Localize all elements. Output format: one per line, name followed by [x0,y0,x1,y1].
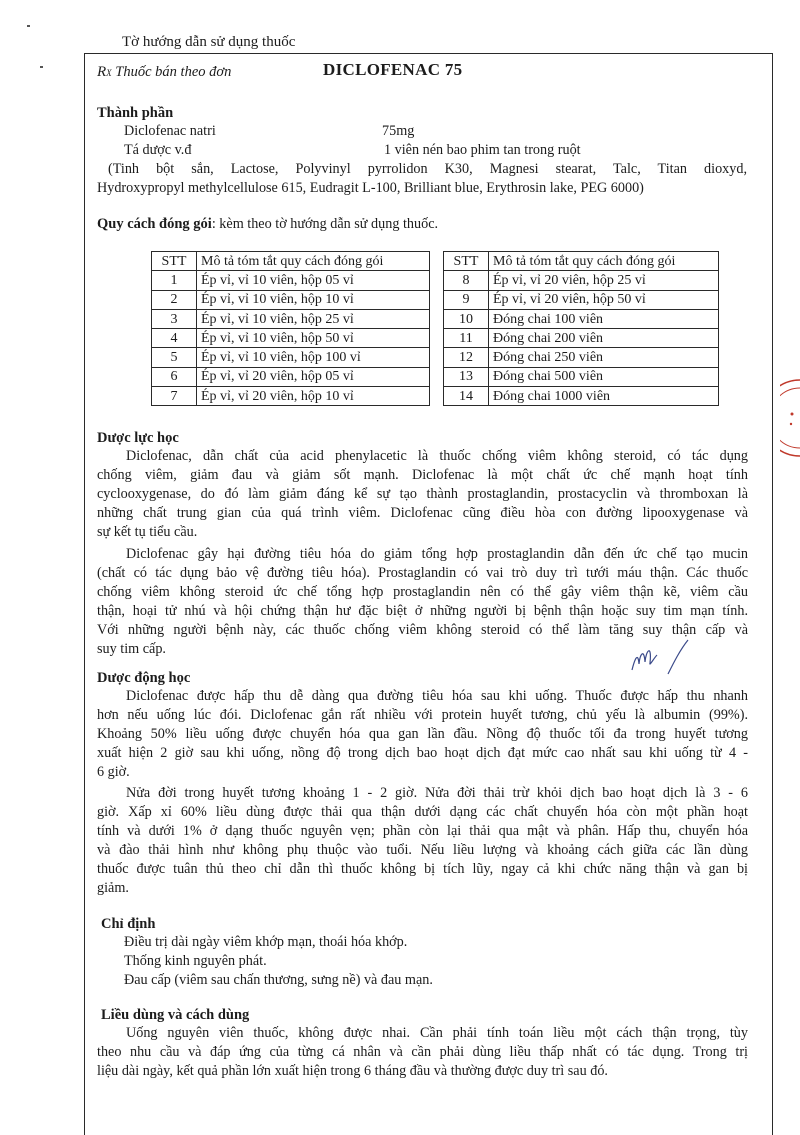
row-description: Ép vỉ, vỉ 10 viên, hộp 25 vỉ [197,309,430,328]
paragraph-line: liệu dài ngày, kết quả phần lớn xuất hiện trong 6 tháng đầu và thường được duy trì sau đó. [97,1063,608,1079]
paragraph-line: những chất trung gian của quá trình viêm. Diclofenac cũng điều hòa con đường lipooxygenase và [97,505,748,521]
row-stt: 13 [444,367,489,386]
row-stt: 14 [444,387,489,406]
paragraph-line: suy tim cấp. [97,641,166,657]
row-description: Ép vỉ, vỉ 20 viên, hộp 50 vỉ [489,290,719,309]
pharmacokinetics-heading: Dược động học [97,670,191,686]
packaging-note: : kèm theo tờ hướng dẫn sử dụng thuốc. [211,216,439,232]
paragraph-line: Khoảng 50% liều uống được chuyển hóa qua gan lần đầu. Nồng độ thuốc tối đa trong huyết tương [97,726,748,742]
row-description: Đóng chai 200 viên [489,329,719,348]
paragraph-line: chống viêm, giảm đau và giảm sốt mạnh. Diclofenac là một chất ức chế mạnh hoạt tính [97,467,748,483]
row-stt: 3 [152,309,197,328]
row-stt: 7 [152,387,197,406]
row-stt: 4 [152,329,197,348]
column-header-description: Mô tả tóm tắt quy cách đóng gói [197,252,430,271]
table-row [444,329,719,348]
document-header: Tờ hướng dẫn sử dụng thuốc [122,34,296,50]
row-description: Ép vỉ, vỉ 20 viên, hộp 25 vỉ [489,271,719,290]
paragraph-line: Với những người bệnh này, các thuốc chống viêm không steroid có thể làm tăng suy thận cấp và [97,622,748,638]
row-stt: 9 [444,290,489,309]
table-row [152,348,430,367]
row-description: Đóng chai 250 viên [489,348,719,367]
excipient-label: Tá dược v.đ [124,142,192,158]
paragraph-line: chống viêm không steroid ức chế tổng hợp prostaglandin nên có thể gây viêm thận kẽ, viêm cầu [97,584,748,600]
table-row [444,367,719,386]
table-row [444,387,719,406]
paragraph-line: Uống nguyên viên thuốc, không được nhai. Cần phải tính toán liều một cách thận trọng, tùy [126,1025,748,1041]
paragraph-line: Diclofenac gây hại đường tiêu hóa do giảm tổng hợp prostaglandin dẫn đến ức chế tạo mucin [126,546,748,562]
paragraph-line: (chất có tác dụng bảo vệ đường tiêu hóa). Prostaglandin có vai trò duy trì tưới máu thận. Các thuốc [97,565,748,581]
scan-mark [40,66,43,68]
handwritten-signature [628,636,692,678]
scan-mark [27,25,30,27]
rx-symbol-r: R [97,64,107,80]
row-stt: 2 [152,290,197,309]
paragraph-line: giờ. Xấp xỉ 60% liều dùng được thải qua thận dưới dạng các chất chuyển hóa còn một phần hoạt [97,804,748,820]
column-header-stt: STT [152,252,197,271]
rx-text: Thuốc bán theo đơn [115,64,232,80]
packaging-heading: Quy cách đóng gói [97,216,212,232]
row-stt: 11 [444,329,489,348]
paragraph-line: Diclofenac được hấp thu dễ dàng qua đường tiêu hóa sau khi uống. Thuốc được hấp thu nhanh [126,688,748,704]
rx-symbol-x: X [106,68,112,78]
row-description: Ép vỉ, vỉ 20 viên, hộp 05 vỉ [197,367,430,386]
composition-heading: Thành phần [97,105,174,121]
excipient-list-line: Hydroxypropyl methylcellulose 615, Eudragit L-100, Brilliant blue, Erythrosin lake, PEG 6000) [97,180,644,196]
row-description: Ép vỉ, vỉ 10 viên, hộp 50 vỉ [197,329,430,348]
row-stt: 1 [152,271,197,290]
prescription-label [97,63,231,84]
excipient-list-line: (Tinh bột sắn, Lactose, Polyvinyl pyrrolidon K30, Magnesi stearat, Talc, Titan dioxyd, [108,161,747,177]
row-description: Đóng chai 100 viên [489,309,719,328]
indications-heading: Chỉ định [101,916,156,932]
row-stt: 12 [444,348,489,367]
row-description: Ép vỉ, vỉ 20 viên, hộp 10 vỉ [197,387,430,406]
packaging-table-right [443,251,719,406]
row-stt: 6 [152,367,197,386]
table-row [444,271,719,290]
packaging-table-left [151,251,430,406]
indication-item: Thống kinh nguyên phát. [124,953,267,969]
stamp-seal [780,378,800,458]
product-name: DICLOFENAC 75 [323,60,463,79]
column-header-description: Mô tả tóm tắt quy cách đóng gói [489,252,719,271]
table-header-row [444,252,719,271]
table-row [152,367,430,386]
paragraph-line: thận, hoại tử nhú và hội chứng thận hư đặc biệt ở những người bị bệnh thận hoặc suy tim mạn tính. [97,603,748,619]
row-description: Ép vỉ, vỉ 10 viên, hộp 05 vỉ [197,271,430,290]
table-row [152,329,430,348]
table-row [444,348,719,367]
paragraph-line: giảm. [97,880,129,896]
indication-item: Đau cấp (viêm sau chấn thương, sưng nề) và đau mạn. [124,972,433,988]
row-description: Đóng chai 500 viên [489,367,719,386]
paragraph-line: xuất hiện 2 giờ sau khi uống, nồng độ trong dịch bao hoạt dịch đạt mức cao nhất sau khi uống từ 4 - [97,745,748,761]
paragraph-line: hơn nếu uống lúc đói. Diclofenac gắn rất nhiều với protein huyết tương, chủ yếu là albumin (99%). [97,707,748,723]
row-stt: 10 [444,309,489,328]
excipient-value: 1 viên nén bao phim tan trong ruột [384,142,581,158]
table-row [152,271,430,290]
paragraph-line: tính và dưới 1% ở dạng thuốc nguyên vẹn; phần còn lại thải qua mật và phân. Hấp thu, chuyển hóa [97,823,748,839]
active-ingredient-name: Diclofenac natri [124,123,216,139]
paragraph-line: thuốc được tuân thủ theo chỉ dẫn thì thuốc không bị tích lũy, ngay cả khi chức năng thận và gan bị [97,861,748,877]
column-header-stt: STT [444,252,489,271]
packaging-line [97,215,438,235]
dosage-heading: Liều dùng và cách dùng [101,1007,250,1023]
paragraph-line: 6 giờ. [97,764,130,780]
paragraph-line: cyclooxygenase, do đó làm giảm đáng kể sự tạo thành prostaglandin, prostacyclin và thromboxan là [97,486,748,502]
paragraph-line: theo nhu cầu và đáp ứng của từng cá nhân và cần phải dùng liều thấp nhất có tác dụng. Trong trị [97,1044,748,1060]
row-stt: 5 [152,348,197,367]
table-header-row [152,252,430,271]
active-ingredient-amount: 75mg [382,123,415,139]
paragraph-line: Diclofenac, dẫn chất của acid phenylacetic là thuốc chống viêm không steroid, có tác dụng [126,448,748,464]
paragraph-line: sự kết tụ tiểu cầu. [97,524,198,540]
table-row [444,309,719,328]
row-description: Ép vỉ, vỉ 10 viên, hộp 100 vỉ [197,348,430,367]
table-row [152,290,430,309]
table-row [444,290,719,309]
table-row [152,387,430,406]
paragraph-line: Nửa đời trong huyết tương khoảng 1 - 2 giờ. Nửa đời thải trừ khỏi dịch bao hoạt dịch là 3 - 6 [126,785,748,801]
row-description: Ép vỉ, vỉ 10 viên, hộp 10 vỉ [197,290,430,309]
table-row [152,309,430,328]
pharmacodynamics-heading: Dược lực học [97,430,179,446]
row-stt: 8 [444,271,489,290]
row-description: Đóng chai 1000 viên [489,387,719,406]
indication-item: Điều trị dài ngày viêm khớp mạn, thoái hóa khớp. [124,934,408,950]
paragraph-line: và đào thải hình như không phụ thuộc vào tuổi. Nếu liều lượng và khoảng cách giữa các lần dùng [97,842,748,858]
